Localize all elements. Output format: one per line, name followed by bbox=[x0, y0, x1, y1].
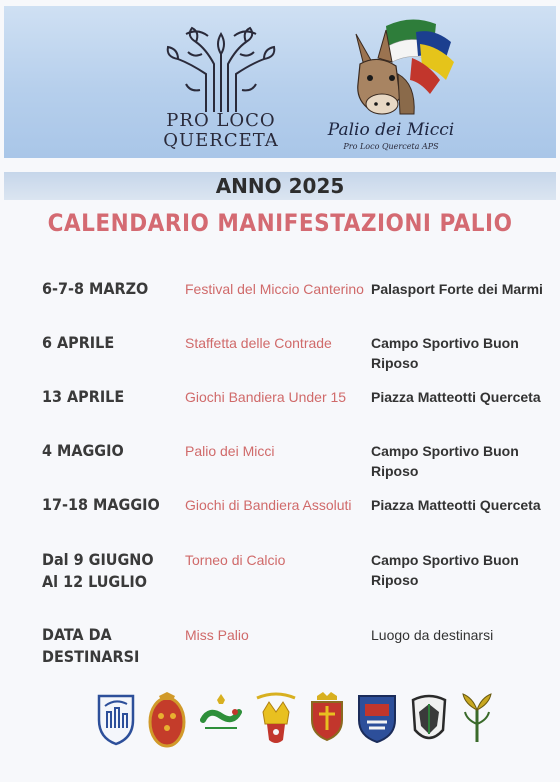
calendar-title: CALENDARIO MANIFESTAZIONI PALIO bbox=[47, 209, 513, 237]
event-name: Giochi Bandiera Under 15 bbox=[185, 389, 347, 405]
contrada-crest-7-icon bbox=[407, 690, 451, 748]
event-date bbox=[42, 624, 182, 668]
event-place: Luogo da destinarsi bbox=[371, 627, 494, 643]
event-row bbox=[0, 278, 560, 338]
event-date-line2: DESTINARSI bbox=[42, 647, 140, 666]
donkey-flags-icon bbox=[316, 14, 466, 120]
event-place: Palasport Forte dei Marmi bbox=[371, 281, 543, 297]
event-place: Piazza Matteotti Querceta bbox=[371, 497, 541, 513]
event-row bbox=[0, 494, 560, 554]
contrade-crests bbox=[95, 690, 495, 750]
event-name: Palio dei Micci bbox=[185, 443, 275, 459]
event-name: Festival del Miccio Canterino bbox=[185, 281, 364, 297]
event-row bbox=[0, 332, 560, 392]
contrada-crest-8-icon bbox=[459, 690, 495, 744]
header-banner bbox=[4, 6, 556, 158]
year-bar bbox=[4, 172, 556, 200]
event-row bbox=[0, 624, 560, 684]
event-place: Campo Sportivo Buon Riposo bbox=[371, 443, 519, 479]
event-place: Campo Sportivo Buon Riposo bbox=[371, 335, 519, 371]
contrada-crest-1-icon bbox=[95, 690, 137, 746]
event-date: 17-18 MAGGIO bbox=[42, 495, 160, 514]
palio-logo-name: Palio dei Micci bbox=[327, 120, 455, 140]
event-name: Staffetta delle Contrade bbox=[185, 335, 332, 351]
year-heading: ANNO 2025 bbox=[215, 174, 345, 198]
event-date: 4 MAGGIO bbox=[42, 441, 124, 460]
event-date bbox=[42, 549, 182, 593]
event-name: Miss Palio bbox=[185, 627, 249, 643]
proloco-logo bbox=[156, 24, 286, 152]
event-name: Giochi di Bandiera Assoluti bbox=[185, 497, 352, 513]
event-date-line1: DATA DA bbox=[42, 625, 112, 644]
event-place: Piazza Matteotti Querceta bbox=[371, 389, 541, 405]
event-name: Torneo di Calcio bbox=[185, 552, 286, 568]
event-date-line1: Dal 9 GIUGNO bbox=[42, 550, 154, 569]
oak-tree-icon bbox=[156, 24, 286, 114]
proloco-name-line1: PRO LOCO bbox=[166, 110, 276, 131]
contrada-crest-3-icon bbox=[199, 690, 243, 734]
contrada-crest-4-icon bbox=[253, 690, 299, 748]
event-row bbox=[0, 549, 560, 609]
event-place: Campo Sportivo Buon Riposo bbox=[371, 552, 519, 588]
event-date: 13 APRILE bbox=[42, 387, 125, 406]
event-date: 6-7-8 MARZO bbox=[42, 279, 149, 298]
event-date-line2: Al 12 LUGLIO bbox=[42, 572, 147, 591]
event-row bbox=[0, 440, 560, 500]
palio-logo-subtitle: Pro Loco Querceta APS bbox=[343, 142, 439, 151]
contrada-crest-2-icon bbox=[147, 690, 187, 748]
event-row bbox=[0, 386, 560, 446]
contrada-crest-6-icon bbox=[357, 690, 397, 744]
event-date: 6 APRILE bbox=[42, 333, 115, 352]
proloco-name-line2: QUERCETA bbox=[163, 130, 279, 151]
contrada-crest-5-icon bbox=[309, 690, 345, 742]
palio-logo bbox=[316, 14, 466, 154]
